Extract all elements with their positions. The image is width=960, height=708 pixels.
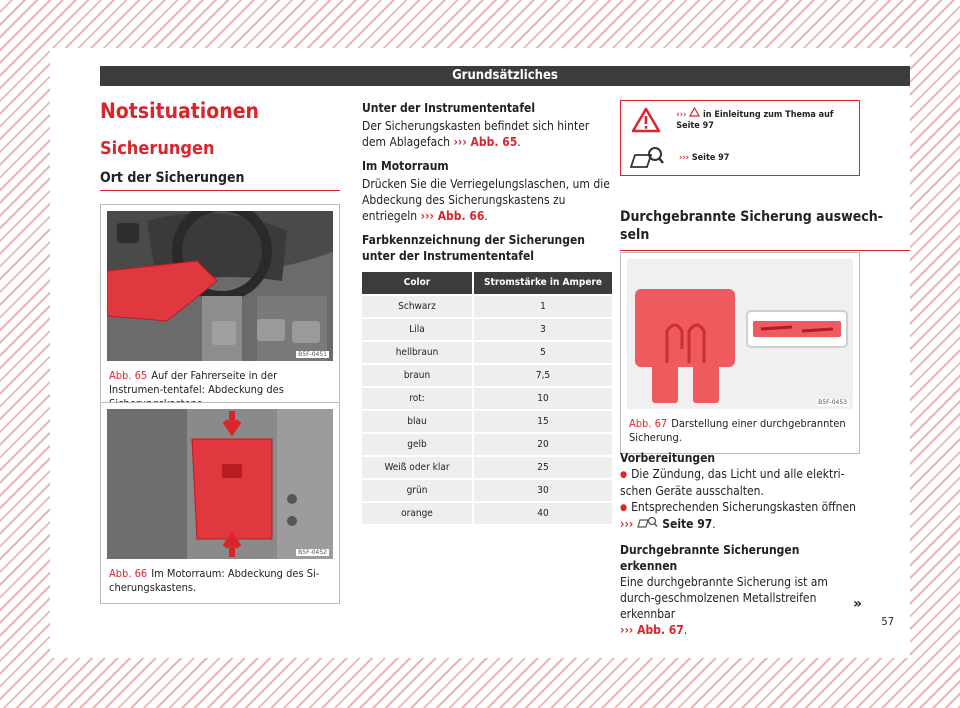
table-row	[362, 388, 612, 409]
table-cell: 7,5	[474, 365, 612, 386]
table-cell: Lila	[362, 319, 474, 340]
figure-link[interactable]: ››› Abb. 65	[453, 135, 518, 149]
fuse-color-table	[362, 270, 612, 526]
section-title-blown-fuse: Durchgebrannte Sicherung auswech-seln	[620, 208, 910, 251]
right-column-text	[620, 450, 860, 638]
table-row	[362, 457, 612, 478]
continue-marker: »	[852, 596, 862, 612]
page-number: 57	[881, 615, 894, 628]
table-cell: 40	[474, 503, 612, 524]
subheading: Unter der Instrumententafel	[362, 101, 536, 115]
figure-label: Abb. 66	[109, 567, 148, 580]
figure-link[interactable]: ››› Abb. 66	[420, 209, 485, 223]
table-cell: hellbraun	[362, 342, 474, 363]
table-row	[362, 434, 612, 455]
page	[50, 48, 910, 658]
manual-reference-label: Seite 97	[691, 153, 730, 163]
dashboard-fuse-cover-illustration	[107, 211, 333, 361]
manual-magnifier-small-icon	[637, 517, 659, 531]
table-cell: 3	[474, 319, 612, 340]
subheading: Durchgebrannte Sicherungen erkennen	[620, 543, 800, 573]
link-arrows: ›››	[676, 110, 687, 120]
section-header: Grundsätzliches	[100, 66, 910, 86]
subheading: Im Motorraum	[362, 159, 449, 173]
table-cell: braun	[362, 365, 474, 386]
subsection-title: Ort der Sicherungen	[100, 170, 340, 191]
bullet-item: ● Entsprechenden Sicherungskasten öffnen	[620, 499, 860, 516]
paragraph: Eine durchgebrannte Sicherung ist am durch-geschmolzenen Metallstreifen erkennbar ››› Abb. 67.	[620, 575, 828, 637]
warning-reference-text[interactable]	[676, 107, 859, 132]
link-arrows: ›››	[620, 517, 634, 531]
figure-label: Abb. 65	[109, 369, 148, 382]
figure-66	[100, 402, 340, 604]
figure-tag: B5F-0452	[298, 549, 327, 556]
table-row	[362, 342, 612, 363]
figure-caption-text: Darstellung einer durchgebrannten Sicherung.	[629, 417, 846, 444]
manual-reference-text[interactable]	[679, 153, 729, 164]
link-arrows: ›››	[679, 153, 690, 163]
paragraph-text: Eine durchgebrannte Sicherung ist am durch-geschmolzenen Metallstreifen erkennbar	[620, 575, 828, 621]
figure-67	[620, 252, 860, 454]
table-row	[362, 480, 612, 501]
warning-triangle-icon	[629, 107, 662, 133]
table-cell: orange	[362, 503, 474, 524]
figure-caption-text: Im Motorraum: Abdeckung des Si-cherungskastens.	[109, 567, 320, 594]
bullet-link-line[interactable]: ››› Seite 97.	[620, 517, 716, 531]
middle-column	[362, 100, 612, 526]
table-row	[362, 365, 612, 386]
figure-caption-text: Auf der Fahrerseite in der Instrumen-tentafel: Abdeckung des	[109, 369, 284, 396]
subheading: Farbkennzeichnung der Sicherungen unter der Instrumententafel	[362, 233, 585, 263]
subheading: Vorbereitungen	[620, 451, 716, 465]
chapter-title: Notsituationen	[100, 99, 259, 123]
table-cell: grün	[362, 480, 474, 501]
table-cell: 15	[474, 411, 612, 432]
warning-reference-label: in Einleitung zum Thema auf Seite 97	[676, 110, 834, 131]
paragraph-text: Drücken Sie die Verriegelungslaschen, um die Abdeckung des Sicherungskastens zu entriegeln	[362, 177, 610, 223]
table-row	[362, 319, 612, 340]
figure-67-image	[627, 259, 853, 409]
figure-66-image	[107, 409, 333, 559]
figure-tag: B5F-0451	[298, 351, 327, 358]
figure-65	[100, 204, 340, 420]
left-column	[100, 98, 340, 191]
table-header: Color	[362, 272, 474, 294]
table-cell: gelb	[362, 434, 474, 455]
paragraph: Drücken Sie die Verriegelungslaschen, um die Abdeckung des Sicherungskastens zu entriegeln ››› Abb. 66.	[362, 177, 610, 223]
manual-magnifier-icon	[629, 145, 665, 171]
manual-row	[629, 145, 729, 171]
table-cell: 25	[474, 457, 612, 478]
warning-reference-box	[620, 100, 860, 176]
table-cell: 5	[474, 342, 612, 363]
table-cell: blau	[362, 411, 474, 432]
engine-fuse-cover-illustration	[107, 409, 333, 559]
small-warning-icon	[689, 110, 700, 120]
table-header: Stromstärke in Ampere	[474, 272, 612, 294]
table-cell: rot:	[362, 388, 474, 409]
section-title: Sicherungen	[100, 138, 215, 159]
bullet-item: ● Die Zündung, das Licht und alle elektri-schen Geräte ausschalten.	[620, 466, 860, 499]
blown-fuse-illustration	[627, 259, 853, 409]
figure-label: Abb. 67	[629, 417, 668, 430]
table-row	[362, 296, 612, 317]
page-reference: Seite 97	[662, 517, 713, 531]
table-cell: Schwarz	[362, 296, 474, 317]
table-cell: 1	[474, 296, 612, 317]
figure-66-caption	[101, 565, 339, 603]
table-cell: Weiß oder klar	[362, 457, 474, 478]
table-row	[362, 411, 612, 432]
figure-65-image	[107, 211, 333, 361]
table-row	[362, 503, 612, 524]
figure-tag: B5F-0453	[818, 399, 847, 406]
paragraph: Der Sicherungskasten befindet sich hinter dem Ablagefach ››› Abb. 65.	[362, 119, 590, 149]
table-cell: 20	[474, 434, 612, 455]
table-cell: 10	[474, 388, 612, 409]
table-cell: 30	[474, 480, 612, 501]
figure-67-caption	[621, 415, 859, 453]
warning-row	[629, 107, 859, 133]
paragraph-text: Der Sicherungskasten befindet sich hinter dem Ablagefach	[362, 119, 590, 149]
figure-link[interactable]: ››› Abb. 67	[620, 623, 684, 637]
